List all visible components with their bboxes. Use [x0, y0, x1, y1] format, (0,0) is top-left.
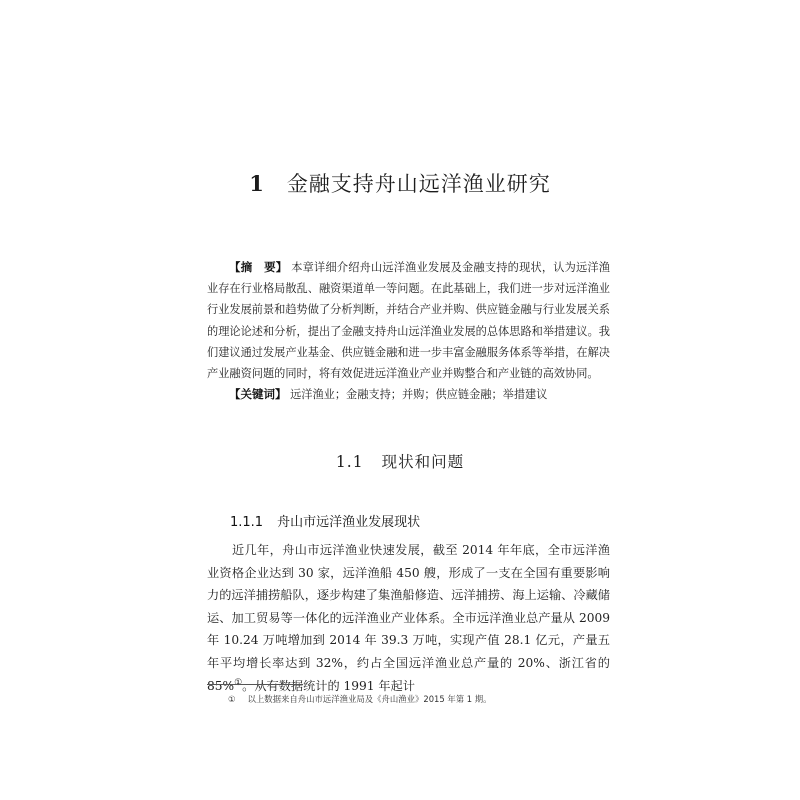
footnote-reference[interactable]: ① — [234, 677, 243, 688]
chapter-title-text: 金融支持舟山远洋渔业研究 — [286, 172, 551, 196]
abstract-block — [207, 257, 610, 405]
keywords-paragraph — [207, 384, 610, 405]
body-paragraph — [207, 539, 610, 697]
subsection-title-text: 舟山市远洋渔业发展现状 — [277, 515, 421, 530]
footnote-divider — [207, 684, 303, 685]
keywords-label: 【关键词】 — [229, 387, 287, 402]
section-number: 1.1 — [335, 453, 364, 471]
section-heading — [0, 450, 800, 472]
section-title-text: 现状和问题 — [381, 453, 465, 471]
footnote-mark: ① — [228, 694, 236, 704]
chapter-number: 1 — [249, 171, 265, 196]
subsection-number: 1.1.1 — [230, 515, 264, 530]
body-paragraph-tail: 。从有数据统计的 1991 年起计 — [242, 678, 415, 693]
abstract-text: 本章详细介绍舟山远洋渔业发展及金融支持的现状，认为远洋渔业存在行业格局散乱、融资渠道单一等问题。在此基础上，我们进一步对远洋渔业行业发展前景和趋势做了分析判断，并结合产业并购、供应链金融与行业发展关系的理论论述和分析，提出了金融支持舟山远洋渔业发展的总体思路和举措建议。我们建议通过发展产业基金、供应链金融和进一步丰富金融服务体系等举措，在解决产业融资问题的同时，将有效促进远洋渔业产业并购整合和产业链的高效协同。 — [207, 261, 610, 381]
body-text — [207, 539, 610, 697]
chapter-title — [0, 168, 800, 198]
keywords-text: 远洋渔业；金融支持；并购；供应链金融；举措建议 — [290, 388, 548, 402]
body-paragraph-text: 近几年，舟山市远洋渔业快速发展，截至 2014 年年底，全市远洋渔业资格企业达到 30 家，远洋渔船 450 艘，形成了一支在全国有重要影响力的远洋捕捞船队，逐步构建了集渔船修造、远洋捕捞、海上运输、冷藏储运、加工贸易等一体化的远洋渔业产业体系。全市远洋渔业总产量从 2009 年 10.24 万吨增加到 2014 年 39.3 万吨，实现产值 28.1 亿元，产量五年平均增长率达到 32%，约占全国远洋渔业总产量的 20%、浙江省的 85% — [207, 543, 610, 693]
footnote — [228, 693, 492, 705]
subsection-heading — [230, 511, 420, 530]
abstract-paragraph — [207, 257, 610, 384]
abstract-label: 【摘 要】 — [229, 260, 288, 274]
footnote-text: 以上数据来自舟山市远洋渔业局及《舟山渔业》2015 年第 1 期。 — [247, 694, 492, 704]
